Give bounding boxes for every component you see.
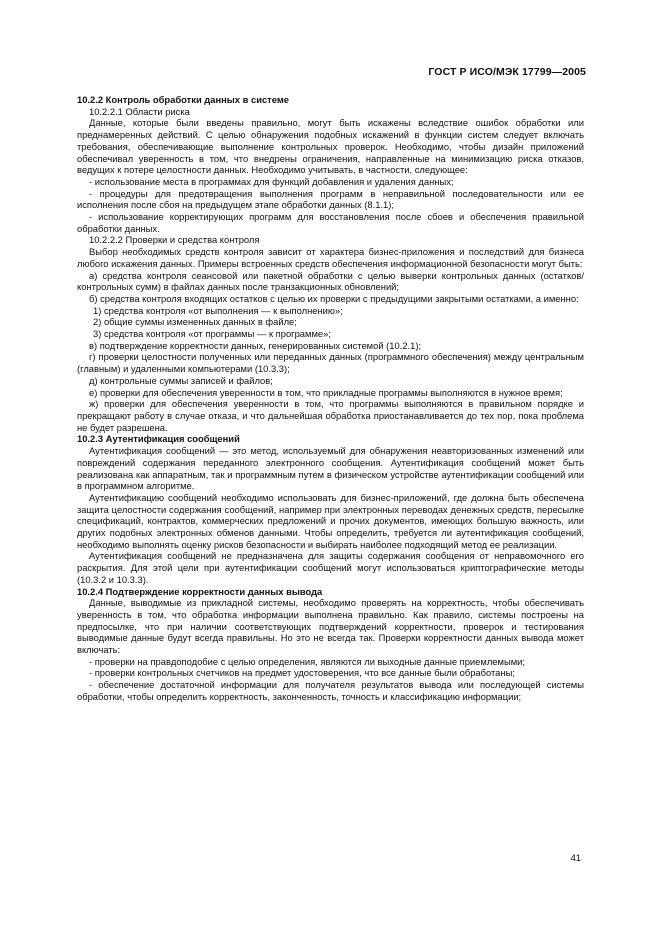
paragraph: - обеспечение достаточной информации для получателя результатов вывода или последующей системы обработки, чтобы определить корректность, законченность, точность и классификацию информации;	[77, 679, 584, 702]
paragraph: 10.2.2.1 Области риска	[89, 105, 190, 117]
body-text	[77, 94, 584, 703]
page-number: 41	[570, 852, 581, 863]
paragraph: Аутентификация сообщений не предназначена для защиты содержания сообщения от неправомочного его раскрытия. Для этой цели при аутентификации сообщений могут использоваться криптографические методы (10.3.2 и 10.3.3).	[77, 550, 584, 585]
paragraph: б) средства контроля входящих остатков с целью их проверки с предыдущими закрытыми остатками, а именно:	[89, 292, 579, 304]
numbered-item: 2) общие суммы измененных данных в файле;	[93, 316, 297, 328]
paragraph: - проверки на правдоподобие с целью определения, являются ли выходные данные приемлемыми;	[89, 655, 525, 667]
paragraph: ж) проверки для обеспечения уверенности в том, что программы выполняются в правильном порядке и прекращают работу в случае отказа, и что дальнейшая обработка приостанавливается до тех пор, пока проблема не будет разрешена.	[77, 398, 584, 433]
paragraph: в) подтверждение корректности данных, генерированных системой (10.2.1);	[89, 339, 422, 351]
section-heading: 10.2.3 Аутентификация сообщений	[77, 433, 240, 445]
document-header: ГОСТ Р ИСО/МЭК 17799—2005	[428, 66, 586, 78]
paragraph: Аутентификацию сообщений необходимо использовать для бизнес-приложений, где должна быть обеспечена защита целостности содержания сообщений, например при электронных переводах денежных средств, пересылке спецификаций, контрактов, коммерческих предложений и прочих документов, имеющих большую важность, или других подобных электронных обменов данными. Чтобы определить, требуется ли аутентификация сообщений, необходимо выполнять оценку рисков безопасности и выбирать наиболее подходящий метод ее реализации.	[77, 491, 584, 550]
paragraph: г) проверки целостности полученных или переданных данных (программного обеспечения) между центральным (главным) и удаленными компьютерами (10.3.3);	[77, 351, 584, 375]
paragraph: Выбор необходимых средств контроля зависит от характера бизнес-приложения и последствий для бизнеса любого искажения данных. Примеры встроенных средств обеспечения информационной безопасности могут быть:	[77, 246, 584, 269]
paragraph: - использование корректирующих программ для восстановления после сбоев и обеспечения правильной обработки данных.	[77, 211, 584, 234]
numbered-item: 3) средства контроля «от программы — к программе»;	[93, 328, 331, 340]
paragraph: Аутентификация сообщений — это метод, используемый для обнаружения неавторизованных изменений или повреждений содержания переданного электронного сообщения. Аутентификация сообщений может быть реализована как аппаратным, так и программным путем в физическом устройстве аутентификации сообщений или в программном алгоритме.	[77, 445, 584, 492]
paragraph: 10.2.2.2 Проверки и средства контроля	[89, 234, 260, 246]
paragraph: а) средства контроля сеансовой или пакетной обработки с целью выверки контрольных данных (остатков/контрольных сумм) в файлах данных после транзакционных обновлений;	[77, 269, 584, 293]
paragraph: д) контрольные суммы записей и файлов;	[89, 374, 273, 386]
section-heading: 10.2.4 Подтверждение корректности данных вывода	[77, 585, 323, 597]
paragraph: е) проверки для обеспечения уверенности в том, что прикладные программы выполняются в нужное время;	[89, 386, 563, 398]
section-heading: 10.2.2 Контроль обработки данных в системе	[77, 94, 290, 105]
paragraph: - проверки контрольных счетчиков на предмет удостоверения, что все данные были обработаны;	[89, 667, 515, 679]
paragraph: Данные, выводимые из прикладной системы, необходимо проверять на корректность, чтобы обеспечивать уверенность в том, что обработка информации выполнена правильно. Как правило, системы построены на предпосылке, что при наличии соответствующих подтверждений корректности, проверок и тестирования выводимые данные будут всегда правильны. Но это не всегда так. Проверки корректности данных вывода может включать:	[77, 597, 584, 656]
paragraph: - использование места в программах для функций добавления и удаления данных;	[89, 175, 454, 187]
paragraph: - процедуры для предотвращения выполнения программ в неправильной последовательности или ее исполнения после сбоя на предыдущем этапе обработки данных (8.1.1);	[77, 187, 584, 211]
numbered-item: 1) средства контроля «от выполнения — к выполнению»;	[93, 304, 343, 316]
paragraph: Данные, которые были введены правильно, могут быть искажены вследствие ошибок обработки или преднамеренных действий. С целью обнаружения подобных искажений в функции систем следует включать требования, обеспечивающие выполнение контрольных проверок. Необходимо, чтобы дизайн приложений обеспечивал уверенность в том, что внедрены ограничения, направленные на минимизацию риска отказов, ведущих к потере целостности данных. Необходимо учитывать, в частности, следующее:	[77, 117, 584, 176]
